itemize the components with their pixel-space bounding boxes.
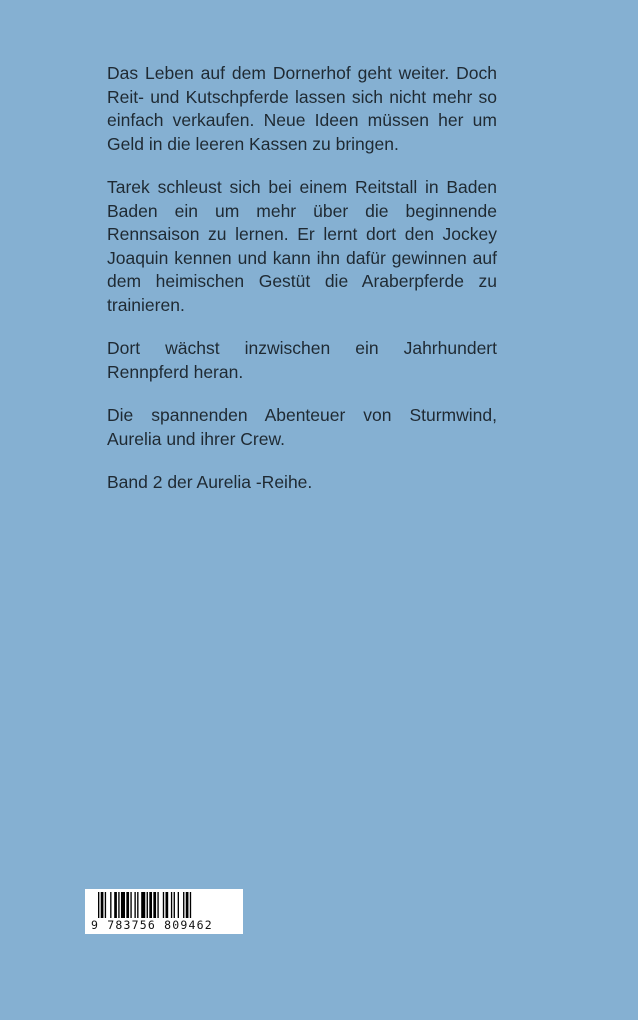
barcode-bar bbox=[130, 892, 131, 918]
barcode-bar bbox=[101, 892, 104, 918]
series-note: Band 2 der Aurelia -Reihe. bbox=[107, 472, 313, 492]
barcode-bars-graphic bbox=[98, 892, 230, 918]
barcode-bar bbox=[121, 892, 125, 918]
barcode-bar bbox=[137, 892, 138, 918]
barcode-bar bbox=[118, 892, 119, 918]
isbn-barcode bbox=[85, 889, 243, 934]
barcode-bar bbox=[110, 892, 111, 918]
blurb-paragraph-3: Dort wächst inzwischen ein Jahrhundert Rennpferd heran. bbox=[107, 338, 497, 382]
blurb-paragraph-2: Tarek schleust sich bei einem Reitstall in Baden Baden ein um mehr über die beginnende Rennsaison zu lernen. Er lernt dort den Jockey Joaquin kennen und kann ihn dafür gewinnen auf dem heimischen Gestüt die Araberpferde zu trainieren. bbox=[107, 177, 497, 315]
barcode-bar bbox=[134, 892, 135, 918]
barcode-bar bbox=[141, 892, 145, 918]
barcode-bar bbox=[171, 892, 172, 918]
barcode-bar bbox=[190, 892, 191, 918]
barcode-bar bbox=[149, 892, 152, 918]
barcode-bar bbox=[183, 892, 184, 918]
barcode-bar bbox=[178, 892, 179, 918]
barcode-bar bbox=[114, 892, 117, 918]
barcode-bar bbox=[147, 892, 148, 918]
barcode-bar bbox=[186, 892, 189, 918]
blurb-paragraph-1: Das Leben auf dem Dornerhof geht weiter. Doch Reit- und Kutschpferde lassen sich nicht mehr so einfach verkaufen. Neue Ideen müssen her um Geld in die leeren Kassen zu bringen. bbox=[107, 63, 497, 154]
barcode-bar bbox=[166, 892, 169, 918]
barcode-bar bbox=[153, 892, 156, 918]
barcode-bar bbox=[105, 892, 106, 918]
barcode-bar bbox=[98, 892, 99, 918]
blurb-paragraph-4: Die spannenden Abenteuer von Sturmwind, Aurelia und ihrer Crew. bbox=[107, 405, 497, 449]
back-cover-blurb bbox=[107, 62, 497, 515]
barcode-bar bbox=[157, 892, 158, 918]
barcode-bar bbox=[126, 892, 129, 918]
barcode-bar bbox=[163, 892, 164, 918]
isbn-digits: 9 783756 809462 bbox=[91, 918, 213, 932]
barcode-bar bbox=[174, 892, 175, 918]
